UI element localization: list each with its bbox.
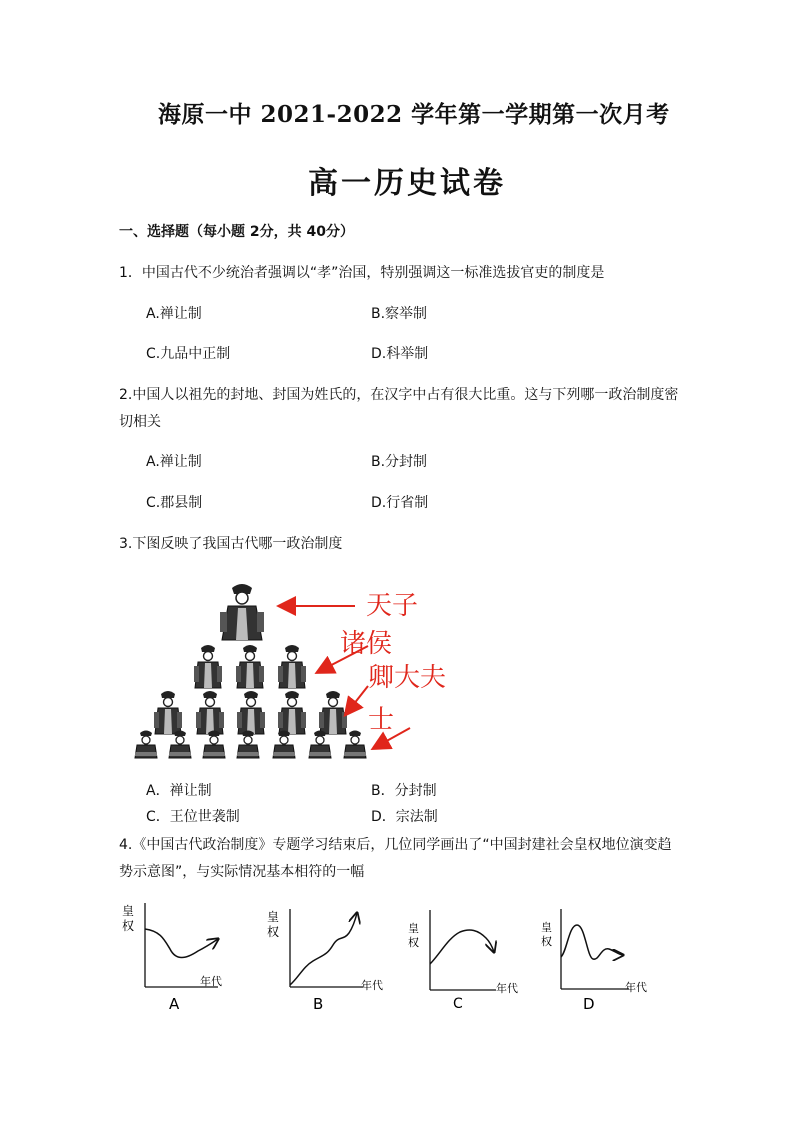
x-axis-label-a: 年代 [200,975,222,988]
trend-line-d [561,925,623,959]
chart-letter-b: B [313,995,324,1013]
question-3-option-b[interactable]: B．分封制 [371,783,437,799]
question-1-option-d[interactable]: D.科举制 [371,346,429,362]
label-zhuhou: 诸侯 [340,629,393,659]
trend-chart-c[interactable] [404,908,529,1020]
question-4-text-line2: 势示意图”，与实际情况基本相符的一幅 [119,864,365,880]
question-2-text-line2: 切相关 [119,414,161,430]
figure-zhuhou-row [194,645,306,688]
y-axis-label-c: 皇权 [408,922,419,949]
y-axis-label-d: 皇权 [541,921,552,948]
trend-line-a [145,929,218,958]
question-3-option-c[interactable]: C．王位世袭制 [146,809,240,825]
arrow-qingdafu [346,686,368,714]
question-1-text: 1．中国古代不少统治者强调以“孝”治国，特别强调这一标准选拔官吏的制度是 [119,265,605,281]
figure-qingdafu-row [154,691,347,734]
y-axis-label-b: 皇权 [267,910,280,939]
x-axis-label-c: 年代 [496,982,518,995]
x-axis-label-b: 年代 [361,979,383,992]
question-2-text-line1: 2.中国人以祖先的封地、封国为姓氏的，在汉字中占有很大比重。这与下列哪一政治制度密 [119,387,679,403]
question-1-option-c[interactable]: C.九品中正制 [146,346,231,362]
question-1-option-b[interactable]: B.察举制 [371,306,428,322]
question-3-option-d[interactable]: D．宗法制 [371,809,438,825]
trend-chart-b[interactable] [263,905,393,1020]
question-2-option-d[interactable]: D.行省制 [371,495,429,511]
figure-tianzi [220,584,264,640]
trend-line-c [430,930,494,964]
exam-title: 海原一中 2021-2022 学年第一学期第一次月考 [158,101,670,128]
question-3-text: 3.下图反映了我国古代哪一政治制度 [119,536,343,552]
chart-letter-c: C [453,996,463,1012]
y-axis-label-a: 皇权 [122,904,135,933]
section-heading: 一、选择题（每小题 2分，共 40分） [119,224,354,240]
label-qingdafu: 卿大夫 [368,663,447,693]
figure-shi-row [135,731,366,759]
chart-letter-d: D [583,995,595,1013]
label-shi: 士 [368,705,395,735]
question-3-option-a[interactable]: A．禅让制 [146,783,212,799]
trend-chart-a[interactable] [118,895,243,1020]
question-2-option-c[interactable]: C.郡县制 [146,495,203,511]
question-4-text-line1: 4.《中国古代政治制度》专题学习结束后，几位同学画出了“中国封建社会皇权地位演变趋 [119,837,672,853]
question-2-option-b[interactable]: B.分封制 [371,454,428,470]
question-2-option-a[interactable]: A.禅让制 [146,454,202,470]
trend-line-b [290,913,357,985]
question-1-option-a[interactable]: A.禅让制 [146,306,202,322]
chart-letter-a: A [169,995,180,1013]
feudal-pyramid-figure [130,578,475,763]
trend-chart-d[interactable] [537,905,662,1020]
page-title: 高一历史试卷 [308,166,506,201]
x-axis-label-d: 年代 [625,981,647,994]
label-tianzi: 天子 [366,591,419,621]
